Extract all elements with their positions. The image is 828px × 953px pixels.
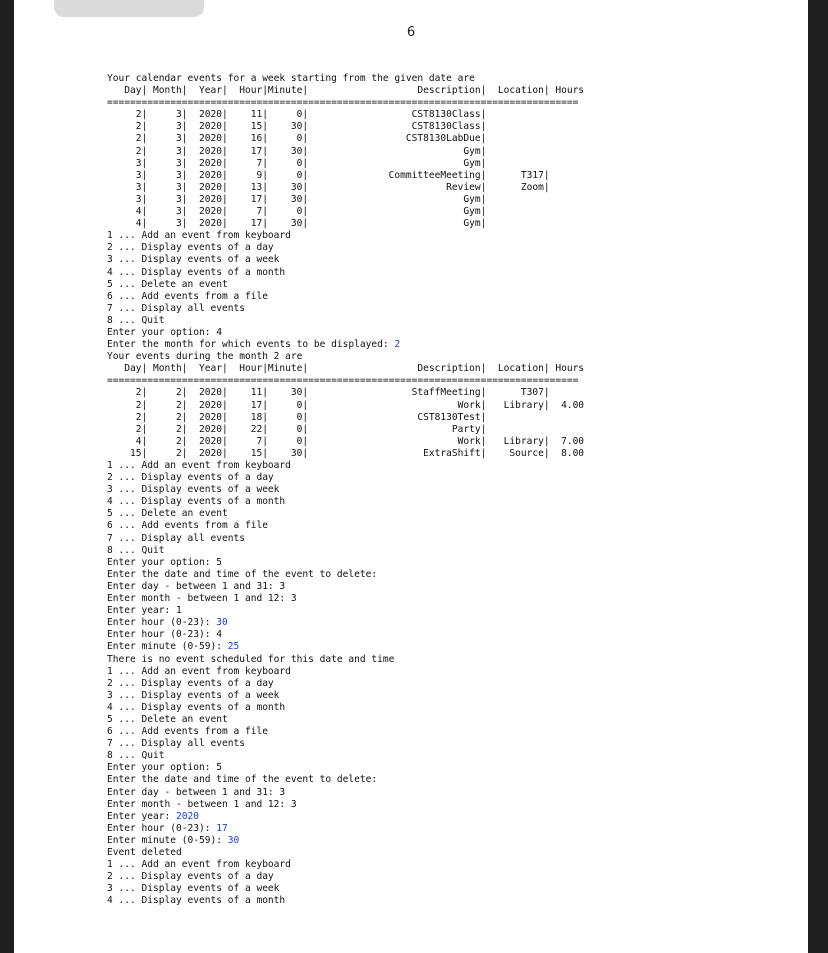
- document-page: [14, 0, 808, 953]
- console-line: [107, 230, 584, 242]
- console-text: 1 ... Add an event from keyboard: [107, 859, 291, 871]
- console-text: Enter month - between 1 and 12: 3: [107, 798, 297, 810]
- console-text: 4 ... Display events of a month: [107, 496, 286, 508]
- console-line: [107, 73, 584, 85]
- console-text: 4| 2| 2020| 7| 0| Work| Library| 7.00: [107, 435, 585, 447]
- console-text: 8 ... Quit: [107, 544, 165, 556]
- console-text: 4 ... Display events of a month: [107, 266, 286, 278]
- console-text: 1 ... Add an event from keyboard: [107, 230, 291, 242]
- console-line: [107, 363, 584, 375]
- console-text: Enter the month for which events to be displayed:: [107, 339, 395, 351]
- console-line: [107, 811, 584, 823]
- console-line: [107, 617, 584, 629]
- console-text: 2 ... Display events of a day: [107, 871, 274, 883]
- console-line: [107, 593, 584, 605]
- console-text: Enter year: 1: [107, 605, 182, 617]
- user-input: 17: [216, 822, 228, 834]
- console-output: [107, 73, 584, 907]
- page-number: 6: [406, 25, 416, 40]
- console-line: [107, 726, 584, 738]
- user-input: 25: [227, 641, 240, 653]
- console-line: [107, 460, 584, 472]
- console-line: [107, 242, 584, 254]
- console-line: [107, 714, 584, 726]
- console-text: Enter hour (0-23): 4: [107, 629, 222, 641]
- console-line: [107, 387, 584, 399]
- console-line: [107, 605, 584, 617]
- console-text: 2| 2| 2020| 22| 0| Party|: [107, 423, 487, 435]
- console-text: 8 ... Quit: [107, 314, 165, 326]
- console-line: [107, 871, 584, 883]
- console-text: 5 ... Delete an event: [107, 278, 228, 290]
- console-line: [107, 327, 584, 339]
- console-line: [107, 533, 584, 545]
- console-line: [107, 254, 584, 266]
- console-text: 1 ... Add an event from keyboard: [107, 665, 291, 677]
- console-line: [107, 678, 584, 690]
- console-text: Enter minute (0-59):: [107, 834, 228, 846]
- console-line: [107, 750, 584, 762]
- console-line: [107, 508, 584, 520]
- console-text: There is no event scheduled for this date and time: [107, 653, 395, 665]
- console-text: Event deleted: [107, 847, 182, 858]
- console-text: 4 ... Display events of a month: [107, 895, 286, 907]
- console-text: 2| 3| 2020| 16| 0| CST8130LabDue|: [107, 133, 487, 145]
- console-line: [107, 823, 584, 835]
- console-text: Enter month - between 1 and 12: 3: [107, 593, 297, 605]
- console-text: 1 ... Add an event from keyboard: [107, 460, 291, 471]
- console-text: 3 ... Display events of a week: [107, 484, 280, 496]
- console-text: ==================================================================================: [107, 97, 579, 109]
- console-text: 15| 2| 2020| 15| 30| ExtraShift| Source| 8.00: [107, 447, 585, 459]
- console-text: 3| 3| 2020| 13| 30| Review| Zoom|: [107, 181, 550, 193]
- console-text: Enter your option: 4: [107, 326, 222, 338]
- console-line: [107, 424, 584, 436]
- console-line: [107, 158, 584, 170]
- console-line: [107, 206, 584, 218]
- console-line: [107, 629, 584, 641]
- user-input: 2020: [175, 810, 199, 822]
- console-text: 6 ... Add events from a file: [107, 520, 268, 532]
- console-text: Your calendar events for a week starting from the given date are: [107, 73, 475, 84]
- console-text: Enter year:: [107, 810, 176, 822]
- console-line: [107, 303, 584, 315]
- console-text: Day| Month| Year| Hour|Minute| Description| Location| Hours: [107, 85, 585, 97]
- console-text: Day| Month| Year| Hour|Minute| Description| Location| Hours: [107, 363, 585, 375]
- console-line: [107, 557, 584, 569]
- console-text: 3| 3| 2020| 17| 30| Gym|: [107, 193, 487, 205]
- console-text: 4 ... Display events of a month: [107, 701, 286, 713]
- console-line: [107, 847, 584, 859]
- console-line: [107, 654, 584, 666]
- console-line: [107, 109, 584, 121]
- console-line: [107, 146, 584, 158]
- console-text: 2| 2| 2020| 17| 0| Work| Library| 4.00: [107, 399, 585, 411]
- console-line: [107, 738, 584, 750]
- console-text: 6 ... Add events from a file: [107, 290, 268, 302]
- console-line: [107, 787, 584, 799]
- console-text: Enter minute (0-59):: [107, 641, 228, 653]
- console-text: Enter hour (0-23):: [107, 822, 217, 834]
- console-line: [107, 218, 584, 230]
- console-line: [107, 448, 584, 460]
- console-line: [107, 496, 584, 508]
- user-input: 30: [227, 834, 240, 846]
- console-text: 5 ... Delete an event: [107, 713, 228, 725]
- console-text: 2 ... Display events of a day: [107, 677, 274, 689]
- console-text: Enter day - between 1 and 31: 3: [107, 580, 286, 592]
- console-text: Your events during the month 2 are: [107, 351, 303, 363]
- console-line: [107, 545, 584, 557]
- console-line: [107, 641, 584, 653]
- console-line: [107, 859, 584, 871]
- console-text: 2 ... Display events of a day: [107, 472, 274, 484]
- console-text: 3 ... Display events of a week: [107, 883, 280, 895]
- console-line: [107, 375, 584, 387]
- console-text: 2| 3| 2020| 15| 30| CST8130Class|: [107, 121, 487, 133]
- console-line: [107, 291, 584, 303]
- console-line: [107, 339, 584, 351]
- console-line: [107, 569, 584, 581]
- console-line: [107, 520, 584, 532]
- console-line: [107, 400, 584, 412]
- console-line: [107, 666, 584, 678]
- console-line: [107, 351, 584, 363]
- console-text: 2| 2| 2020| 18| 0| CST8130Test|: [107, 411, 487, 423]
- console-line: [107, 170, 584, 182]
- console-line: [107, 133, 584, 145]
- console-line: [107, 835, 584, 847]
- console-text: 7 ... Display all events: [107, 302, 245, 314]
- console-text: 2 ... Display events of a day: [107, 242, 274, 254]
- user-input: 30: [216, 617, 228, 629]
- console-text: 6 ... Add events from a file: [107, 726, 268, 738]
- console-line: [107, 121, 584, 133]
- console-line: [107, 267, 584, 279]
- console-text: 5 ... Delete an event: [107, 508, 228, 520]
- console-line: [107, 883, 584, 895]
- console-line: [107, 279, 584, 291]
- console-line: [107, 762, 584, 774]
- console-text: Enter your option: 5: [107, 762, 222, 774]
- console-text: 3 ... Display events of a week: [107, 689, 280, 701]
- tab-pill: [54, 0, 204, 17]
- console-line: [107, 895, 584, 907]
- console-text: Enter the date and time of the event to delete:: [107, 568, 378, 580]
- console-line: [107, 690, 584, 702]
- console-line: [107, 484, 584, 496]
- console-line: [107, 412, 584, 424]
- console-text: Enter day - between 1 and 31: 3: [107, 786, 286, 798]
- console-text: 2| 3| 2020| 11| 0| CST8130Class|: [107, 109, 487, 121]
- console-text: 3| 3| 2020| 9| 0| CommitteeMeeting| T317|: [107, 169, 550, 181]
- console-text: 7 ... Display all events: [107, 738, 245, 750]
- console-text: Enter the date and time of the event to delete:: [107, 774, 378, 786]
- console-line: [107, 182, 584, 194]
- console-line: [107, 315, 584, 327]
- console-text: 3 ... Display events of a week: [107, 254, 280, 266]
- console-text: 7 ... Display all events: [107, 532, 245, 544]
- console-line: [107, 85, 584, 97]
- console-text: Enter hour (0-23):: [107, 617, 217, 629]
- console-line: [107, 97, 584, 109]
- console-text: 2| 3| 2020| 17| 30| Gym|: [107, 145, 487, 157]
- console-line: [107, 774, 584, 786]
- console-text: 4| 3| 2020| 7| 0| Gym|: [107, 206, 487, 218]
- console-line: [107, 799, 584, 811]
- console-text: 3| 3| 2020| 7| 0| Gym|: [107, 157, 487, 169]
- console-line: [107, 194, 584, 206]
- console-line: [107, 702, 584, 714]
- console-text: Enter your option: 5: [107, 556, 222, 568]
- console-text: 4| 3| 2020| 17| 30| Gym|: [107, 218, 487, 230]
- console-line: [107, 436, 584, 448]
- console-line: [107, 472, 584, 484]
- console-text: 8 ... Quit: [107, 750, 165, 762]
- console-line: [107, 581, 584, 593]
- console-text: 2| 2| 2020| 11| 30| StaffMeeting| T307|: [107, 387, 550, 399]
- user-input: 2: [394, 339, 401, 351]
- console-text: ==================================================================================: [107, 375, 579, 387]
